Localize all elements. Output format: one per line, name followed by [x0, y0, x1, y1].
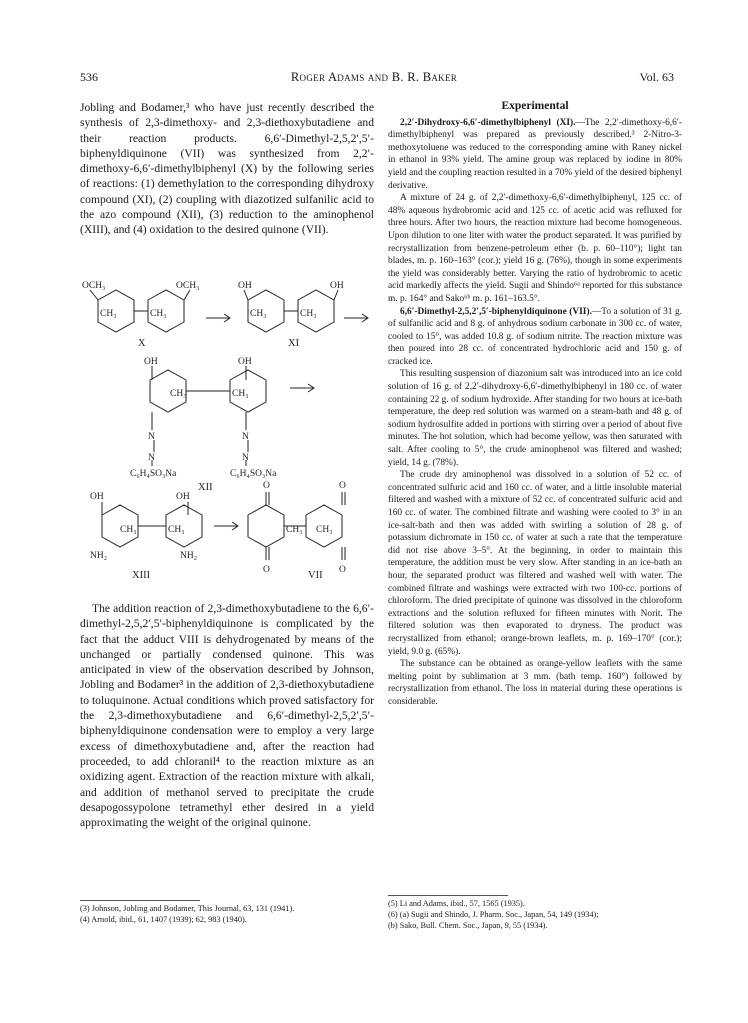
- label-x: X: [138, 338, 146, 349]
- experimental-p4: This resulting suspension of diazonium salt was introduced into an ice cold solution of 16 g. of 2,2′-dihydroxy-6,6′-dimethylbiphenyl in 180 cc. of water containing 22 g. of sodium hydroxide. After standing for two hours at ice-bath temperature, the deep red solution was warmed on a steam-bath and 48 g. of sodium hydrosulfite added in portions with stirring over a period of about five minutes. The hot solution, which had become yellow, was then saturated with salt. After cooling to 5°, the crude aminophenol was filtered and washed; yield, 14 g. (78%).: [388, 369, 682, 468]
- experimental-p6: The substance can be obtained as orange-yellow leaflets with the same melting point by sublimation at 3 mm. (bath temp. 160°) followed by recrystallization from ethanol. The loss in material during these operations is considerable.: [388, 659, 682, 707]
- ring-vii-left: [248, 505, 284, 547]
- footnotes-left: [80, 903, 374, 925]
- experimental-p1: [388, 117, 682, 193]
- vii-o-top-left: O: [263, 481, 270, 491]
- vii-o-top-right: O: [339, 481, 346, 491]
- vii-ch3-right: CH₃: [316, 525, 333, 535]
- xi-oh-right: OH: [330, 281, 344, 291]
- xiii-ch3-right: CH₃: [168, 525, 185, 535]
- xii-oh-left: OH: [144, 357, 158, 367]
- xi-oh-left: OH: [238, 281, 252, 291]
- p1-text: —The 2,2′-dimethoxy-6,6′-dimethylbiphenyl was prepared as previously described.³ 2-Nitro-3-methoxytoluene was reduced to the corresponding amine with Raney nickel in ethanol in 93% yield. The amine group was replaced by iodine in 80% yield and the coupling reaction resulted in a 70% yield of the desired biphenyl derivative.: [388, 117, 682, 191]
- xii-n1-right: N: [242, 432, 249, 442]
- experimental-p5: The crude dry aminophenol was dissolved in a solution of 52 cc. of concentrated sulfuric acid and 160 cc. of water, and a little insoluble material filtered and washed with a mixture of 52 cc. of concentrated sulfuric acid and 160 cc. of water. The combined filtrate and washing were cooled to 3° in an ice-salt-bath and then was added with swirling a solution of 28 g. of potassium dichromate in 150 cc. of water at such a rate that the temperature did not rise above 3–5°. At the beginning, in order to maintain this temperature, the addition must be very slow. After standing in an ice-bath an hour, the separated product was filtered and washed well with water. The combined filtrate and washings were extracted with two 100-cc. portions of chloroform. The dried precipitate of quinone was dissolved in the chloroform extractions and the solution refluxed for fifteen minutes with Norit. The filtered solution was then evaporated to dryness. The product was recrystallized from ethanol; orange-brown leaflets, m. p. 169–170° (cor.); yield, 9.0 g. (65%).: [388, 470, 682, 657]
- xiii-nh2-right: NH₂: [180, 551, 198, 561]
- page-number: 536: [80, 70, 98, 84]
- label-xi: XI: [288, 338, 300, 349]
- xiii-ch3-left: CH₃: [120, 525, 137, 535]
- footnotes-right: [388, 898, 682, 931]
- xiii-oh-right: OH: [176, 492, 190, 502]
- vii-o-bottom-right: O: [339, 565, 346, 575]
- xiii-oh-left: OH: [90, 492, 104, 502]
- p1-title: 2,2′-Dihydroxy-6,6′-dimethylbiphenyl (XI).: [400, 117, 576, 128]
- footnote-rule-left: [80, 900, 200, 901]
- label-xii: XII: [198, 482, 213, 493]
- footnote-5: (5) Li and Adams, ibid., 57, 1565 (1935).: [388, 899, 525, 908]
- label-vii: VII: [308, 570, 323, 581]
- xi-ch3-left: CH₃: [250, 309, 267, 319]
- intro-paragraph: Jobling and Bodamer,³ who have just recently described the synthesis of 2,3-dimethoxy- and 2,3-diethoxybutadiene and their reaction products. 6,6′-Dimethyl-2,5,2′,5′-biphenyldiquinone (VII) was synthesized from 2,2′-dimethoxy-6,6′-dimethylbiphenyl (X) by the following series of reactions: (1) demethylation to the corresponding dihydroxy compound (XI), (2) coupling with diazotized sulfanilic acid to the azo compound (XII), (3) reduction to the aminophenol (XIII), and (4) oxidation to the desired quinone (VII).: [80, 101, 374, 237]
- vii-o-bottom-left: O: [263, 565, 270, 575]
- vii-ch3-left: CH₃: [286, 525, 303, 535]
- discussion-paragraph: The addition reaction of 2,3-dimethoxybutadiene to the 6,6′-dimethyl-2,5,2′,5′-biphenyldiquinone is complicated by the fact that the adduct VIII is dehydrogenated by means of the unchanged or partially condensed quinone. This was anticipated in view of the observation described by Johnson, Jobling and Bodamer³ in the addition of 2,3-diethoxybutadiene to toluquinone. Actual conditions which proved satisfactory for the 2,3-dimethoxybutadiene and 6,6′-dimethyl-2,5,2′,5′-biphenyldiquinone condensation were to employ a very large excess of dimethoxybutadiene and, after the reaction had proceeded, to add chloranil⁴ to the reaction mixture as an oxidizing agent. Extraction of the reaction mixture with alkali, and addition of methanol served to precipitate the crude desapogossypolone tetramethyl ether desired in a yield approximating the weight of the original quinone.: [80, 602, 374, 830]
- volume-label: Vol. 63: [639, 70, 674, 84]
- left-column: [80, 100, 374, 238]
- footnote-6b: (b) Sako, Bull. Chem. Soc., Japan, 9, 55 (1934).: [388, 921, 548, 930]
- xii-n2-right: N: [242, 453, 249, 463]
- left-column-discussion: [80, 601, 374, 830]
- footnote-6a: (6) (a) Sugii and Shindo, J. Pharm. Soc., Japan, 54, 149 (1934);: [388, 910, 599, 919]
- label-xiii: XIII: [132, 570, 151, 581]
- running-head: Roger Adams and B. R. Baker: [290, 70, 458, 84]
- xi-ch3-right: CH₃: [300, 309, 317, 319]
- xii-ch3-right: CH₃: [232, 389, 249, 399]
- footnote-4: (4) Arnold, ibid., 61, 1407 (1939); 62, 983 (1940).: [80, 915, 247, 924]
- reaction-scheme: [80, 280, 374, 595]
- footnote-rule-right: [388, 895, 508, 896]
- xii-sulfo-right: C₆H₄SO₃Na: [230, 469, 277, 479]
- xii-ch3-left: CH₃: [170, 389, 187, 399]
- experimental-p3: [388, 306, 682, 369]
- x-och3-left: OCH₃: [82, 281, 106, 291]
- p3-title: 6,6′-Dimethyl-2,5,2′,5′-biphenyldiquinone (VII).: [400, 306, 592, 317]
- x-och3-right: OCH₃: [176, 281, 200, 291]
- right-column: [388, 100, 682, 709]
- reaction-scheme-svg: [80, 280, 374, 595]
- x-ch3-right: CH₃: [150, 309, 167, 319]
- p3-text: —To a solution of 31 g. of sulfanilic acid and 8 g. of anhydrous sodium carbonate in 300 cc. of water, cooled to 15°, was added 10.8 g. of sodium nitrite. The reaction mixture was then poured into 28 cc. of concentrated hydrochloric acid and 150 g. of cracked ice.: [388, 306, 682, 367]
- x-ch3-left: CH₃: [100, 309, 117, 319]
- footnote-3: (3) Johnson, Jobling and Bodamer, This Journal, 63, 131 (1941).: [80, 904, 295, 913]
- xii-oh-right: OH: [238, 357, 252, 367]
- xiii-nh2-left: NH₂: [90, 551, 108, 561]
- xii-n1-left: N: [148, 432, 155, 442]
- section-title: Experimental: [501, 100, 569, 112]
- experimental-p2: A mixture of 24 g. of 2,2′-dimethoxy-6,6′-dimethylbiphenyl, 125 cc. of 48% aqueous hydrobromic acid and 125 cc. of acetic acid was refluxed for three hours. After two hours, the reaction mixture had become homogeneous. Upon dilution to one liter with water the product separated. It was purified by recrystallization from benzene-petroleum ether (b. p. 60–110°); light tan blades, m. p. 160–163° (cor.); yield 16 g. (76%), though in some experiments the yield was considerably better. Varying the ratio of hydrobromic to acetic acid markedly affects the yield. Sugii and Shindo⁶ᵃ reported for this substance m. p. 164° and Sako⁶ᵇ m. p. 161–163.5°.: [388, 193, 682, 304]
- xii-n2-left: N: [148, 453, 155, 463]
- xii-sulfo-left: C₆H₄SO₃Na: [130, 469, 177, 479]
